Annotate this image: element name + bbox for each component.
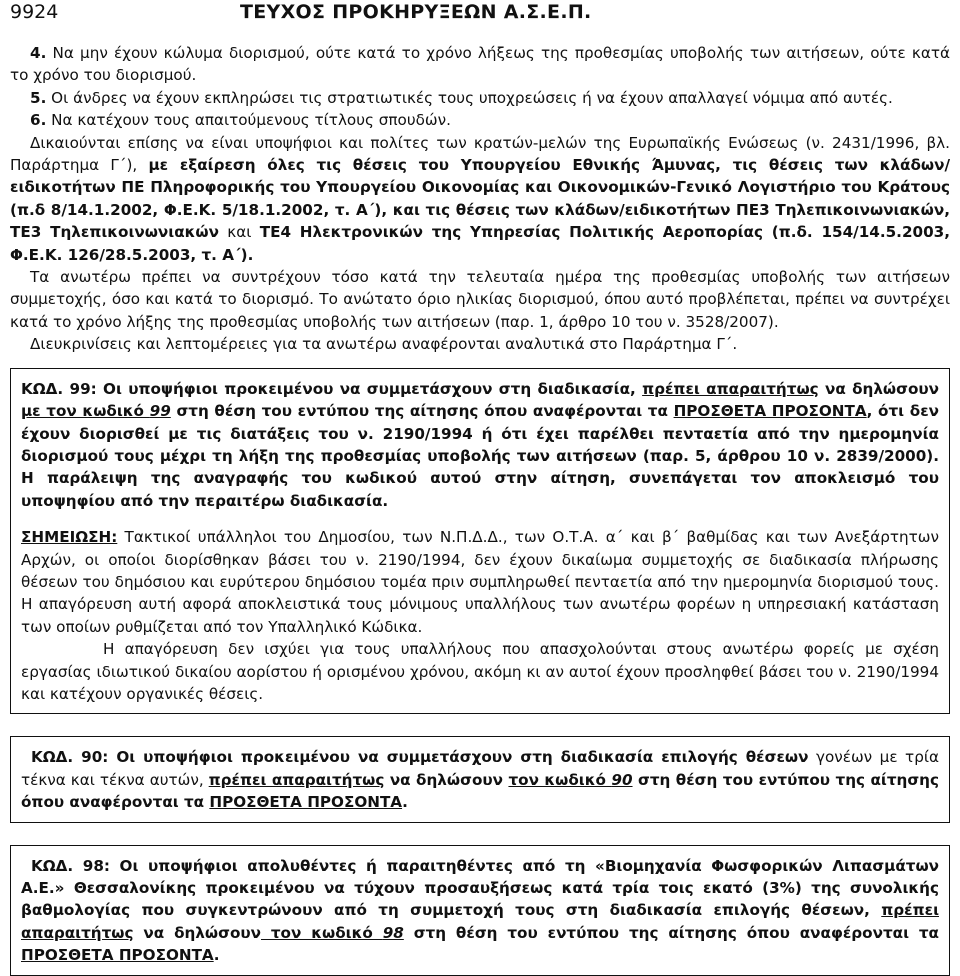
code-98-box <box>10 845 950 976</box>
clarifications-paragraph: Διευκρινίσεις και λεπτομέρειες για τα ανωτέρω αναφέρονται αναλυτικά στο Παράρτημα Γ΄. <box>30 335 738 354</box>
code-98-text: ΚΩΔ. 98: Οι υποψήφιοι απολυθέντες ή παραιτηθέντες από τη «Βιομηχανία Φωσφορικών Λιπασμάτων Α.Ε.» Θεσσαλονίκης προκειμένου να τύχουν προσαυξήσεως κατά τρία τοις εκατό (3%) της συνολικής βαθμολογίας που συγκεντρώνουν από τη συμμετοχή τους στη διαδικασία επιλογής θέσεων, πρέπει απαραιτήτως να δηλώσουν τον κωδικό 98 στη θέση του εντύπου της αίτησης όπου αναφέρονται τα ΠΡΟΣΘΕΤΑ ΠΡΟΣΟΝΤΑ. <box>21 856 939 965</box>
item-4: 4. Να μην έχουν κώλυμα διορισμού, ούτε κατά το χρόνο λήξεως της προθεσμίας υποβολής των αιτήσεων, ούτε κατά το χρόνο του διορισμού. <box>10 44 950 85</box>
page-number: 9924 <box>10 1 59 23</box>
code-99-text: ΚΩΔ. 99: Οι υποψήφιοι προκειμένου να συμμετάσχουν στη διαδικασία, πρέπει απαραιτήτως να δηλώσουν με τον κωδικό 99 στη θέση του εντύπου της αίτησης όπου αναφέρονται τα ΠΡΟΣΘΕΤΑ ΠΡΟΣΟΝΤΑ, ότι δεν έχουν διορισθεί με τις διατάξεις του ν. 2190/1994 ή ότι έχει παρέλθει πενταετία από την ημερομηνία διορισμού τους μέχρι τη λήξη της προθεσμίας υποβολής των αιτήσεων (παρ. 5, άρθρου 10 ν. 2839/2000). Η παράλειψη της αναγραφής του κωδικού αυτού στην αίτηση, συνεπάγεται τον αποκλεισμό του υποψηφίου από την περαιτέρω διαδικασία. <box>21 379 939 510</box>
note-label: ΣΗΜΕΙΩΣΗ: <box>21 528 118 547</box>
page-header <box>10 0 950 42</box>
code-90-box <box>10 736 950 822</box>
page-title: ΤΕΥΧΟΣ ΠΡΟΚΗΡΥΞΕΩΝ Α.Σ.Ε.Π. <box>240 1 592 23</box>
eligibility-section <box>10 42 950 356</box>
note-paragraph: ΣΗΜΕΙΩΣΗ: Τακτικοί υπάλληλοι του Δημοσίου, των Ν.Π.Δ.Δ., των Ο.Τ.Α. α΄ και β΄ βαθμίδας και των Ανεξάρτητων Αρχών, οι οποίοι διορίσθηκαν βάσει του ν. 2190/1994, δεν έχουν δικαίωμα συμμετοχής σε διαδικασία πλήρωσης θέσεων του δημόσιου και ευρύτερου δημόσιου τομέα πριν συμπληρωθεί πενταετία από την ημερομηνία διορισμού τους. Η απαγόρευση αυτή αφορά αποκλειστικά τους μόνιμους υπαλλήλους των ανωτέρω φορέων η υπηρεσιακή κατάσταση των οποίων ρυθμίζεται από τον Υπαλληλικό Κώδικα. <box>21 528 939 636</box>
code-90-text: ΚΩΔ. 90: Οι υποψήφιοι προκειμένου να συμμετάσχουν στη διαδικασία επιλογής θέσεων γονέων με τρία τέκνα και τέκνα αυτών, πρέπει απαραιτήτως να δηλώσουν τον κωδικό 90 στη θέση του εντύπου της αίτησης όπου αναφέρονται τα ΠΡΟΣΘΕΤΑ ΠΡΟΣΟΝΤΑ. <box>21 748 939 812</box>
item-5: 5. Οι άνδρες να έχουν εκπληρώσει τις στρατιωτικές τους υποχρεώσεις ή να έχουν απαλλαγεί νόμιμα από αυτές. <box>30 88 893 107</box>
note-paragraph-2: Η απαγόρευση δεν ισχύει για τους υπαλλήλους που απασχολούνται στους ανωτέρω φορείς με σχέση εργασίας ιδιωτικού δικαίου αορίστου ή ορισμένου χρόνου, ακόμη κι αν αυτοί έχουν προσληφθεί βάσει του ν. 2190/1994 και κατέχουν οργανικές θέσεις. <box>21 640 939 703</box>
age-limit-paragraph: Τα ανωτέρω πρέπει να συντρέχουν τόσο κατά την τελευταία ημέρα της προθεσμίας υποβολής των αιτήσεων συμμετοχής, όσο και κατά το διορισμό. Το ανώτατο όριο ηλικίας διορισμού, όπου αυτό προβλέπεται, πρέπει να συντρέχει κατά το χρόνο λήξης της προθεσμίας υποβολής των αιτήσεων (παρ. 1, άρθρο 10 του ν. 3528/2007). <box>10 268 950 331</box>
eu-citizens-paragraph: Δικαιούνται επίσης να είναι υποψήφιοι και πολίτες των κρατών-μελών της Ευρωπαϊκής Ενώσεως (ν. 2431/1996, βλ. Παράρτημα Γ΄), με εξαίρεση όλες τις θέσεις του Υπουργείου Εθνικής Άμυνας, τις θέσεις των κλάδων/ειδικοτήτων ΠΕ Πληροφορικής του Υπουργείου Οικονομίας και Οικονομικών-Γενικό Λογιστήριο του Κράτους (π.δ 8/14.1.2002, Φ.Ε.Κ. 5/18.1.2002, τ. Α΄), και τις θέσεις των κλάδων/ειδικοτήτων ΠΕ3 Τηλεπικοινωνιακών, ΤΕ3 Τηλεπικοινωνιακών και ΤΕ4 Ηλεκτρονικών της Υπηρεσίας Πολιτικής Αεροπορίας (π.δ. 154/14.5.2003, Φ.Ε.Κ. 126/28.5.2003, τ. Α΄). <box>10 133 950 264</box>
code-99-box <box>10 368 950 715</box>
item-6: 6. Να κατέχουν τους απαιτούμενους τίτλους σπουδών. <box>30 111 451 130</box>
